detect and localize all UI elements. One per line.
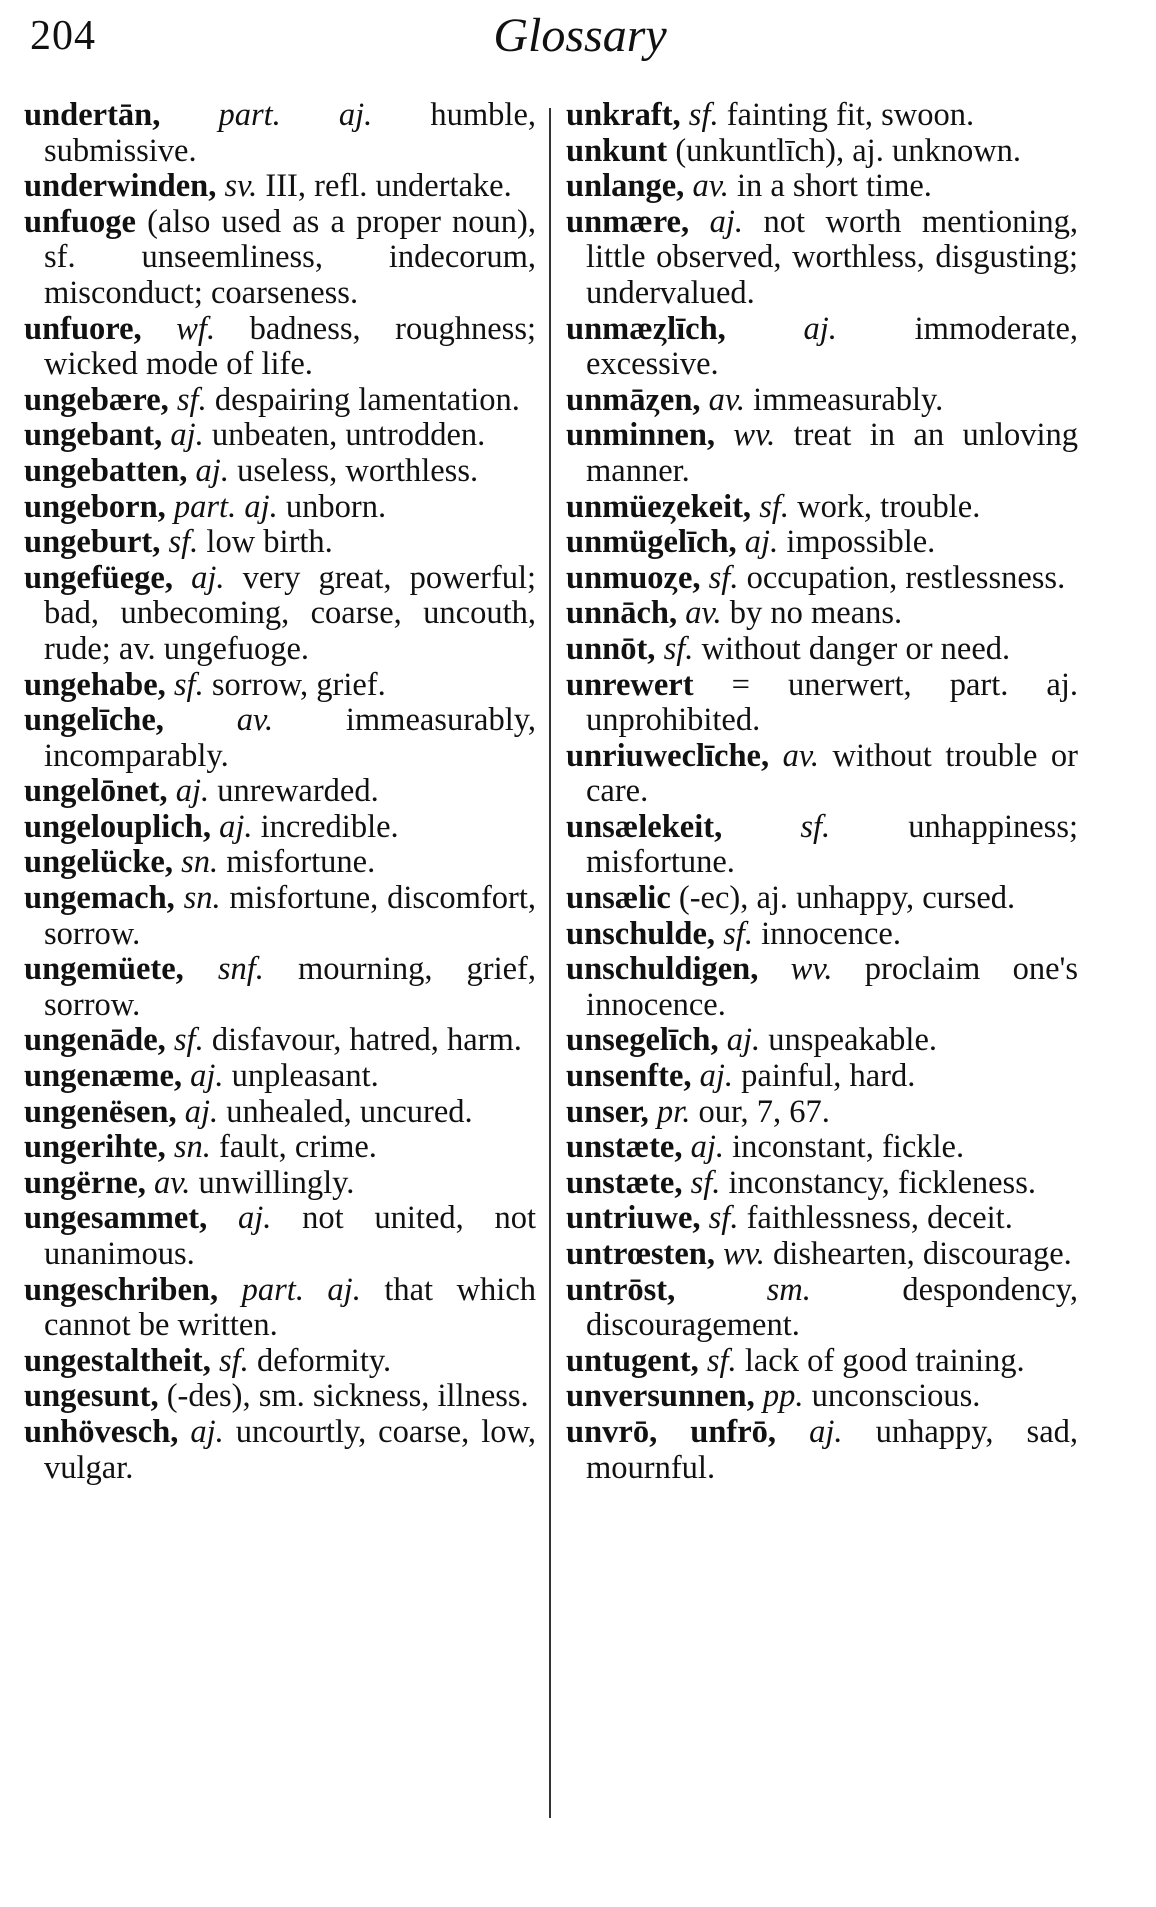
column-divider <box>549 108 551 1818</box>
entry-headword: ungenësen, <box>24 1093 177 1130</box>
glossary-entry <box>24 490 536 526</box>
entry-grammar: part. aj. <box>241 1271 361 1308</box>
entry-definition: fault, crime. <box>219 1129 377 1166</box>
entry-grammar: av. <box>236 702 274 739</box>
entry-headword: unmüeȥekeit, <box>566 488 752 525</box>
glossary-entry <box>24 1379 536 1415</box>
entry-grammar: av. <box>692 168 729 205</box>
entry-definition: (also used as a proper noun), sf. unseemliness, indecorum, misconduct; coarseness. <box>44 203 537 311</box>
entry-headword: unmāȥen, <box>566 381 701 418</box>
entry-headword: ungeschriben, <box>24 1271 219 1308</box>
entry-definition: not worth mentioning, little observed, worthless, disgusting; undervalued. <box>586 203 1079 311</box>
entry-definition: by no means. <box>729 595 903 632</box>
entry-definition: immeasurably, incomparably. <box>44 702 536 774</box>
entry-definition: disfavour, hatred, harm. <box>211 1022 522 1059</box>
glossary-entry <box>566 1166 1078 1202</box>
entry-definition: unhappy, sad, mournful. <box>586 1413 1079 1486</box>
entry-definition: not united, not unanimous. <box>44 1200 537 1272</box>
glossary-entry <box>24 845 536 881</box>
entry-definition: unspeakable. <box>768 1022 938 1059</box>
entry-grammar: av. <box>154 1164 191 1201</box>
entry-grammar: sf. <box>706 1342 737 1379</box>
glossary-entry <box>24 1095 536 1131</box>
glossary-entry <box>24 205 536 312</box>
entry-definition: treat in an unloving manner. <box>586 417 1079 489</box>
entry-definition: painful, hard. <box>741 1058 916 1095</box>
entry-grammar: aj. <box>195 452 229 489</box>
entry-grammar: part. aj. <box>173 488 278 525</box>
entry-headword: ungelōnet, <box>24 773 168 810</box>
glossary-entry <box>24 1023 536 1059</box>
entry-headword: unstæte, <box>566 1164 683 1201</box>
entry-grammar: wv. <box>790 951 833 988</box>
entry-definition: despairing lamentation. <box>214 381 520 418</box>
page-number: 204 <box>30 13 96 59</box>
entry-definition: in a short time. <box>736 168 932 205</box>
entry-grammar: sf. <box>663 630 694 667</box>
entry-grammar: aj. <box>709 203 743 240</box>
entry-headword: unhövesch, <box>24 1413 179 1450</box>
entry-headword: unsælekeit, <box>566 808 723 845</box>
glossary-entry <box>24 561 536 668</box>
entry-definition: very great, powerful; bad, unbecoming, coarse, uncouth, rude; av. ungefuoge. <box>44 559 537 667</box>
entry-grammar: aj. <box>803 310 837 347</box>
entry-headword: ungelouplich, <box>24 808 211 845</box>
entry-headword: unlange, <box>566 168 685 205</box>
glossary-entry <box>24 525 536 561</box>
glossary-entry <box>566 1379 1078 1415</box>
entry-grammar: sm. <box>766 1271 811 1308</box>
entry-definition: faithlessness, deceit. <box>746 1200 1013 1237</box>
entry-grammar: sf. <box>688 97 719 133</box>
glossary-entry <box>566 1273 1078 1344</box>
entry-headword: unfuore, <box>24 310 142 347</box>
entry-definition: occupation, restlessness. <box>746 559 1066 596</box>
entry-definition: dishearten, discourage. <box>773 1236 1072 1272</box>
entry-grammar: aj. <box>190 1058 224 1095</box>
entry-headword: unvrō, unfrō, <box>566 1413 777 1450</box>
entry-grammar: aj. <box>219 808 253 845</box>
glossary-entry <box>566 596 1078 632</box>
entry-grammar: aj. <box>191 559 225 596</box>
entry-grammar: sf. <box>176 381 207 418</box>
glossary-entry <box>24 454 536 490</box>
glossary-entry <box>24 1166 536 1202</box>
glossary-entry <box>24 98 536 169</box>
entry-definition: III, refl. undertake. <box>265 168 512 205</box>
entry-grammar: sf. <box>173 1022 204 1059</box>
entry-headword: unkunt <box>566 132 668 169</box>
entry-headword: unsegelīch, <box>566 1022 719 1059</box>
entry-grammar: aj. <box>690 1129 724 1166</box>
entry-grammar: wv. <box>733 417 776 454</box>
glossary-entry <box>566 383 1078 419</box>
entry-headword: ungenāde, <box>24 1022 166 1059</box>
glossary-entry <box>566 917 1078 953</box>
entry-grammar: aj. <box>184 1093 219 1130</box>
entry-grammar: sn. <box>183 880 221 917</box>
glossary-entry <box>566 134 1078 170</box>
entry-headword: unrewert <box>566 666 694 703</box>
glossary-entry <box>566 668 1078 739</box>
entry-grammar: wf. <box>176 310 216 347</box>
entry-headword: unschuldigen, <box>566 951 759 988</box>
entry-grammar: sf. <box>800 808 831 845</box>
entry-definition: (unkuntlīch), aj. unknown. <box>675 132 1022 169</box>
entry-definition: misfortune. <box>226 844 376 881</box>
entry-grammar: aj. <box>726 1022 761 1059</box>
glossary-entry <box>24 1344 536 1380</box>
entry-definition: unhealed, uncured. <box>226 1093 473 1130</box>
glossary-entry <box>24 1273 536 1344</box>
entry-headword: unfuoge <box>24 203 136 240</box>
entry-headword: unminnen, <box>566 417 716 454</box>
glossary-entry <box>566 490 1078 526</box>
entry-headword: ungestaltheit, <box>24 1342 211 1379</box>
entry-grammar: av. <box>685 595 722 632</box>
entry-headword: ungebære, <box>24 381 169 418</box>
glossary-entry <box>24 668 536 704</box>
entry-grammar: sf. <box>708 1200 739 1237</box>
entry-definition: (-ec), aj. unhappy, cursed. <box>678 880 1016 917</box>
entry-definition: our, 7, 67. <box>698 1093 830 1130</box>
entry-headword: ungelīche, <box>24 702 164 739</box>
entry-headword: unmuoȥe, <box>566 559 701 596</box>
entry-definition: misfortune, discomfort, sorrow. <box>44 880 537 952</box>
glossary-entry <box>566 418 1078 489</box>
entry-definition: inconstancy, fickleness. <box>728 1164 1036 1201</box>
entry-grammar: snf. <box>217 951 264 988</box>
entry-headword: ungenæme, <box>24 1058 182 1095</box>
entry-headword: ungemüete, <box>24 951 184 988</box>
glossary-entry <box>566 881 1078 917</box>
entry-headword: ungehabe, <box>24 666 166 703</box>
glossary-entry <box>24 810 536 846</box>
entry-grammar: pr. <box>656 1093 691 1130</box>
entry-headword: untrōst, <box>566 1271 676 1308</box>
glossary-entry <box>24 169 536 205</box>
glossary-entry <box>566 1023 1078 1059</box>
entry-headword: unmæȥlīch, <box>566 310 726 347</box>
glossary-entry <box>566 810 1078 881</box>
entry-grammar: aj. <box>237 1200 272 1237</box>
glossary-entry <box>566 1059 1078 1095</box>
entry-definition: without danger or need. <box>701 630 1011 667</box>
entry-grammar: aj. <box>170 417 204 454</box>
entry-grammar: aj. <box>744 524 779 561</box>
entry-definition: that which cannot be written. <box>44 1271 536 1344</box>
glossary-entry <box>24 1130 536 1166</box>
glossary-entry <box>24 1059 536 1095</box>
glossary-entry <box>566 739 1078 810</box>
glossary-entry <box>24 703 536 774</box>
entry-grammar: av. <box>708 381 746 418</box>
entry-definition: proclaim one's innocence. <box>586 951 1078 1023</box>
entry-definition: impossible. <box>786 524 936 561</box>
entry-headword: ungeborn, <box>24 488 166 525</box>
entry-grammar: sv. <box>224 168 258 205</box>
entry-definition: useless, worthless. <box>237 452 479 489</box>
entry-definition: without trouble or care. <box>586 737 1078 810</box>
entry-grammar: aj. <box>190 1413 224 1450</box>
entry-grammar: part. aj. <box>218 97 373 133</box>
entry-headword: unnāch, <box>566 595 678 632</box>
entry-definition: immeasurably. <box>753 381 944 418</box>
entry-definition: uncourtly, coarse, low, vulgar. <box>44 1413 536 1486</box>
entry-grammar: sf. <box>759 488 789 525</box>
glossary-entry <box>24 418 536 454</box>
entry-grammar: sf. <box>219 1342 249 1379</box>
entry-headword: unser, <box>566 1093 649 1130</box>
glossary-entry <box>566 561 1078 597</box>
entry-grammar: aj. <box>699 1058 734 1095</box>
entry-headword: unnōt, <box>566 630 656 667</box>
entry-headword: untrœsten, <box>566 1236 715 1272</box>
entry-headword: ungesammet, <box>24 1200 208 1237</box>
entry-definition: lack of good training. <box>744 1342 1025 1379</box>
entry-grammar: sf. <box>708 559 739 596</box>
entry-definition: innocence. <box>761 915 901 952</box>
glossary-entry <box>566 1130 1078 1166</box>
entry-headword: unsenfte, <box>566 1058 692 1095</box>
entry-headword: ungerihte, <box>24 1129 166 1166</box>
running-title: Glossary <box>493 9 667 62</box>
entry-definition: unrewarded. <box>217 773 379 810</box>
entry-grammar: aj. <box>175 773 210 810</box>
entry-headword: ungesunt, <box>24 1378 159 1415</box>
entry-grammar: sn. <box>181 844 219 881</box>
entry-grammar: wv. <box>723 1236 765 1272</box>
entry-definition: sorrow, grief. <box>211 666 386 703</box>
left-column <box>24 98 536 1486</box>
glossary-entry <box>24 952 536 1023</box>
entry-headword: unmügelīch, <box>566 524 737 561</box>
right-column <box>566 98 1078 1486</box>
entry-definition: unborn. <box>285 488 387 525</box>
glossary-entry <box>566 312 1078 383</box>
entry-headword: unschulde, <box>566 915 716 952</box>
entry-headword: ungërne, <box>24 1164 146 1201</box>
entry-headword: unversunnen, <box>566 1378 755 1415</box>
entry-grammar: aj. <box>809 1413 843 1450</box>
entry-grammar: av. <box>782 737 820 774</box>
entry-grammar: sf. <box>168 524 199 561</box>
glossary-entry <box>566 1095 1078 1131</box>
entry-headword: untriuwe, <box>566 1200 701 1237</box>
entry-headword: unstæte, <box>566 1129 683 1166</box>
glossary-entry <box>566 525 1078 561</box>
entry-definition: deformity. <box>256 1342 392 1379</box>
entry-definition: mourning, grief, sorrow. <box>44 951 537 1023</box>
glossary-entry <box>566 632 1078 668</box>
page-header <box>30 8 1130 78</box>
entry-definition: low birth. <box>206 524 333 561</box>
glossary-entry <box>566 952 1078 1023</box>
entry-headword: ungelücke, <box>24 844 173 881</box>
glossary-entry <box>566 1344 1078 1380</box>
entry-definition: unpleasant. <box>231 1058 379 1095</box>
entry-definition: immoderate, excessive. <box>586 310 1078 383</box>
entry-grammar: pp. <box>762 1378 804 1415</box>
entry-definition: badness, roughness; wicked mode of life. <box>44 310 537 383</box>
entry-headword: unsælic <box>566 880 671 917</box>
entry-headword: unkraft, <box>566 97 681 133</box>
glossary-entry <box>566 205 1078 312</box>
entry-definition: = unerwert, part. aj. unprohibited. <box>586 666 1078 739</box>
entry-headword: ungefüege, <box>24 559 173 596</box>
entry-definition: incredible. <box>260 808 399 845</box>
glossary-entry <box>24 881 536 952</box>
entry-grammar: sn. <box>173 1129 211 1166</box>
entry-definition: work, trouble. <box>797 488 981 525</box>
glossary-entry <box>24 1415 536 1486</box>
entry-headword: unmære, <box>566 203 690 240</box>
entry-definition: unbeaten, untrodden. <box>211 417 486 454</box>
glossary-entry <box>566 1415 1078 1486</box>
glossary-entry <box>566 98 1078 134</box>
entry-grammar: sf. <box>723 915 753 952</box>
glossary-entry <box>566 1201 1078 1237</box>
glossary-entry <box>24 312 536 383</box>
entry-definition: unconscious. <box>811 1378 981 1415</box>
entry-definition: fainting fit, swoon. <box>726 97 975 133</box>
glossary-entry <box>24 1201 536 1272</box>
entry-headword: undertān, <box>24 97 161 133</box>
entry-headword: ungemach, <box>24 880 175 917</box>
entry-definition: unhappiness; misfortune. <box>586 808 1079 881</box>
glossary-entry <box>566 169 1078 205</box>
entry-headword: unriuweclīche, <box>566 737 770 774</box>
entry-headword: ungeburt, <box>24 524 161 561</box>
glossary-entry <box>24 383 536 419</box>
entry-headword: ungebatten, <box>24 452 188 489</box>
entry-headword: untugent, <box>566 1342 699 1379</box>
entry-definition: unwillingly. <box>198 1164 355 1201</box>
entry-definition: (-des), sm. sickness, illness. <box>166 1378 529 1415</box>
glossary-entry <box>24 774 536 810</box>
entry-grammar: sf. <box>173 666 204 703</box>
entry-definition: humble, submissive. <box>44 97 536 169</box>
entry-grammar: sf. <box>690 1164 721 1201</box>
entry-headword: underwinden, <box>24 168 217 205</box>
glossary-entry <box>566 1237 1078 1273</box>
entry-headword: ungebant, <box>24 417 163 454</box>
entry-definition: despondency, discouragement. <box>586 1271 1078 1344</box>
entry-definition: inconstant, fickle. <box>732 1129 965 1166</box>
